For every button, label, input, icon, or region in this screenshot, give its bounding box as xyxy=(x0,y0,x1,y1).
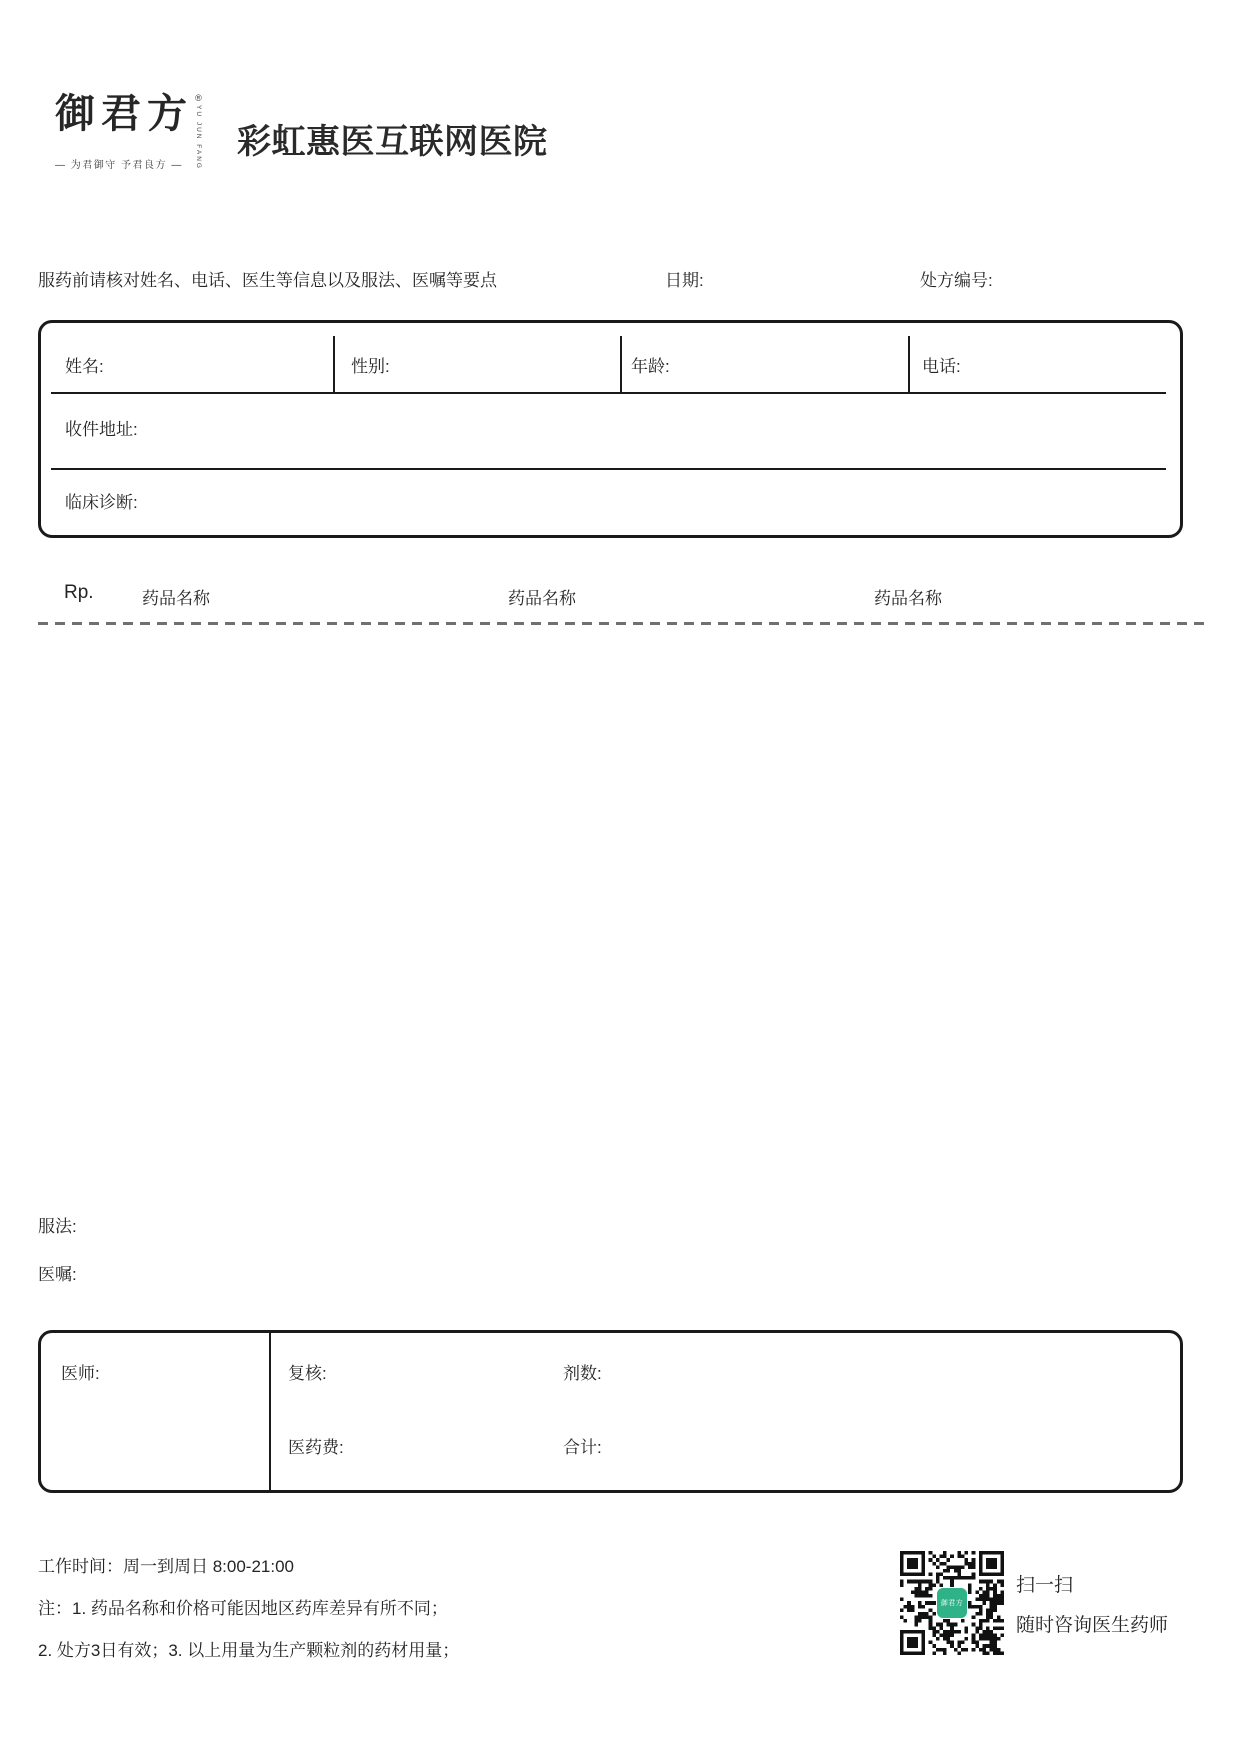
doses-field-label: 剂数: xyxy=(563,1364,602,1383)
diagnosis-field-label: 临床诊断: xyxy=(65,493,138,512)
age-field-label: 年龄: xyxy=(631,357,670,376)
scan-caption: 随时咨询医生药师 xyxy=(1016,1615,1169,1636)
note-line-1: 注：1. 药品名称和价格可能因地区药库差异有所不同； xyxy=(38,1599,448,1618)
brand-logo-romanization: YU JUN FANG xyxy=(195,105,202,170)
divider xyxy=(908,336,910,392)
gender-field-label: 性别: xyxy=(351,357,390,376)
registered-trademark-icon: ® xyxy=(195,93,202,103)
divider xyxy=(269,1333,271,1490)
hospital-name: 彩虹惠医互联网医院 xyxy=(237,123,548,161)
usage-field-label: 服法: xyxy=(38,1217,77,1236)
brand-tagline: — 为君御守 予君良方 — xyxy=(55,160,183,171)
working-hours: 工作时间：周一到周日 8:00-21:00 xyxy=(38,1557,295,1576)
scan-label: 扫一扫 xyxy=(1016,1575,1074,1596)
qr-center-logo: 御君方 xyxy=(937,1588,967,1618)
divider xyxy=(51,468,1166,470)
dashed-separator xyxy=(38,622,1206,625)
drug-name-column-header: 药品名称 xyxy=(508,589,576,608)
brand-logo-text: 御君方 xyxy=(55,90,193,137)
fee-field-label: 医药费: xyxy=(288,1438,344,1457)
phone-field-label: 电话: xyxy=(922,357,961,376)
divider xyxy=(51,392,1166,394)
divider xyxy=(333,336,335,392)
date-label: 日期: xyxy=(665,271,704,290)
prescription-number-label: 处方编号: xyxy=(920,271,993,290)
brand-logo xyxy=(55,90,225,171)
rp-label: Rp. xyxy=(64,582,94,603)
divider xyxy=(620,336,622,392)
review-field-label: 复核: xyxy=(288,1364,327,1383)
drug-name-column-header: 药品名称 xyxy=(874,589,942,608)
advice-field-label: 医嘱: xyxy=(38,1265,77,1284)
note-line-2: 2. 处方3日有效；3. 以上用量为生产颗粒剂的药材用量； xyxy=(38,1641,460,1660)
drug-name-column-header: 药品名称 xyxy=(142,589,210,608)
qr-code xyxy=(900,1551,1004,1655)
patient-info-box xyxy=(38,320,1183,538)
total-field-label: 合计: xyxy=(563,1438,602,1457)
verification-notice: 服药前请核对姓名、电话、医生等信息以及服法、医嘱等要点 xyxy=(38,271,497,290)
physician-field-label: 医师: xyxy=(61,1364,100,1383)
name-field-label: 姓名: xyxy=(65,357,104,376)
address-field-label: 收件地址: xyxy=(65,420,138,439)
signature-fee-box xyxy=(38,1330,1183,1493)
